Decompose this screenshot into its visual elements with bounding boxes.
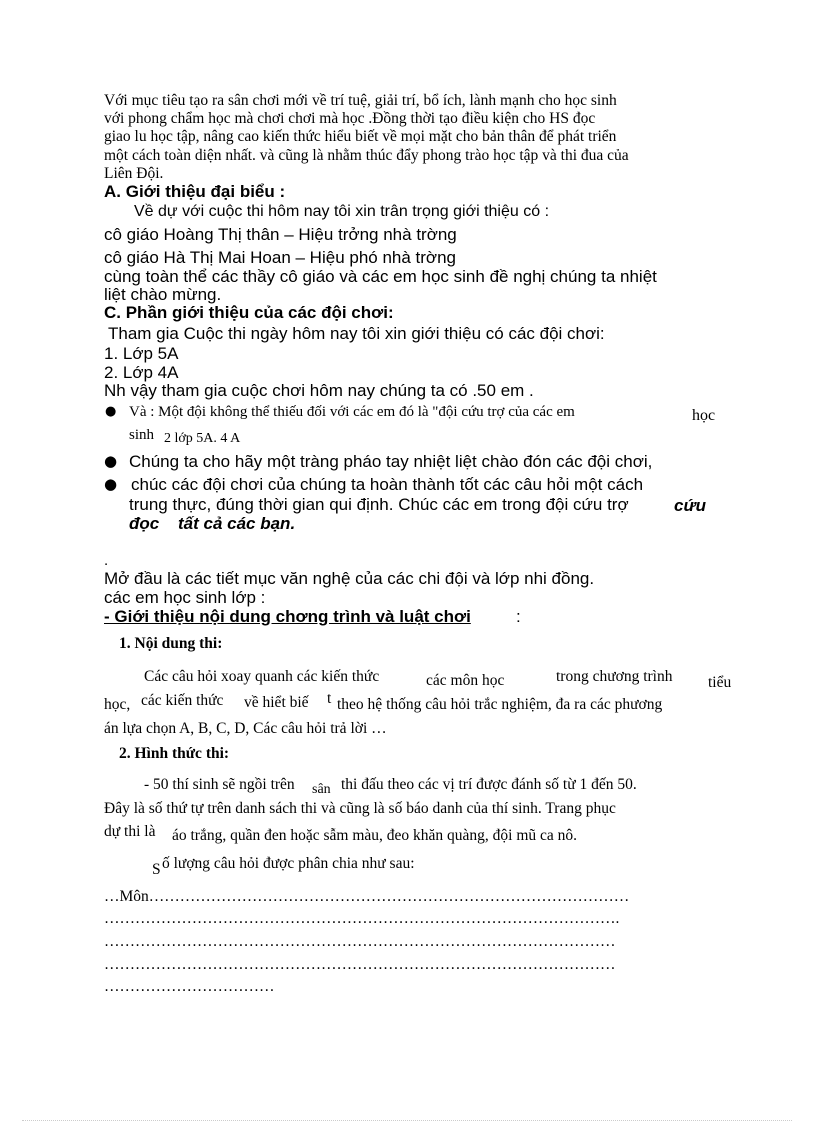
count-s: S: [152, 861, 161, 878]
form-line-3a: dự thi là: [104, 823, 156, 840]
team-item-1: 1. Lớp 5A: [104, 344, 179, 363]
bullet-2-text: Chúng ta cho hãy một tràng pháo tay nhiệt liệt chào đón các đội chơi,: [129, 452, 653, 471]
form-line-1c: thi đấu theo các vị trí được đánh số từ 1 đến 50.: [341, 776, 637, 793]
team-item-2: 2. Lớp 4A: [104, 363, 179, 382]
bullet-3-line-2: trung thực, đúng thời gian qui định. Chúc các em trong đội cứu trợ: [129, 495, 629, 514]
section-a-line-5: liệt chào mừng.: [104, 285, 222, 304]
intro-line-2: với phong chẩm học mà chơi chơi mà học .Đồng thời tạo điều kiện cho HS đọc: [104, 110, 596, 127]
content-line-1c: trong chương trình: [556, 668, 673, 685]
section-a-line-1: Về dự với cuộc thi hôm nay tôi xin trân trọng giới thiệu có :: [134, 203, 550, 220]
intro-line-4: một cách toàn diện nhất. và cũng là nhằm thúc đẩy phong trào học tập và thi đua của: [104, 147, 629, 164]
opening-line-2: các em học sinh lớp :: [104, 588, 266, 607]
content-heading: 1. Nội dung thi:: [119, 635, 223, 652]
content-line-2e: theo hệ thống câu hỏi trắc nghiệm, đa ra các phương: [337, 696, 663, 713]
form-line-1b: sân: [312, 782, 331, 797]
dot-line-4: ………………………………………………………………………………………: [104, 956, 616, 973]
intro-line-1: Với mục tiêu tạo ra sân chơi mới về trí tuệ, giải trí, bổ ích, lành mạnh cho học sinh: [104, 92, 617, 109]
rules-heading: - Giới thiệu nội dung chơng trình và luật chơi: [104, 607, 471, 626]
content-line-2d: t: [327, 690, 332, 707]
dot-line-5: ……………………………: [104, 978, 275, 995]
section-c-heading: C. Phần giới thiệu của các đội chơi:: [104, 303, 394, 322]
dot-line-2: ……………………………………………………………………………………….: [104, 910, 620, 927]
dot-line-3: ………………………………………………………………………………………: [104, 933, 616, 950]
page-bottom-border: [22, 1120, 792, 1121]
bullet-3-line-1: chúc các đội chơi của chúng ta hoàn thành tốt các câu hỏi một cách: [131, 475, 644, 494]
bullet-dot-icon: ●: [105, 404, 117, 419]
section-a-heading: A. Giới thiệu đại biểu :: [104, 182, 286, 201]
intro-line-3: giao lu học tập, nâng cao kiến thức hiểu biết về mọi mặt cho bản thân để phát triển: [104, 128, 617, 145]
bullet-3-emph-2: đọc: [129, 514, 160, 533]
dot-line-1: …Môn…………………………………………………………………………………: [104, 888, 630, 905]
bullet-dot-icon: ●: [104, 475, 118, 493]
bullet-1-line-2a: sinh: [129, 427, 155, 443]
content-line-2a: học,: [104, 696, 131, 713]
bullet-1-line-2b: 2 lớp 5A. 4 A: [164, 431, 241, 446]
content-line-2c: về hiểt biế: [244, 694, 309, 711]
bullet-dot-icon: ●: [104, 452, 118, 470]
rules-heading-colon: :: [516, 607, 521, 626]
bullet-1-word: học: [692, 407, 716, 424]
section-a-line-3: cô giáo Hà Thị Mai Hoan – Hiệu phó nhà trờng: [104, 248, 456, 267]
bullet-1-line-1: Và : Một đội không thể thiếu đối với các em đó là "đội cứu trợ của các em: [129, 404, 575, 420]
form-line-1a: - 50 thí sinh sẽ ngồi trên: [144, 776, 295, 793]
bullet-3-emph-3: tất cả các bạn.: [178, 514, 296, 533]
opening-line-1: Mở đầu là các tiết mục văn nghệ của các chi đội và lớp nhi đồng.: [104, 569, 595, 588]
intro-line-5: Liên Đội.: [104, 165, 164, 182]
content-line-3: án lựa chọn A, B, C, D, Các câu hỏi trả lời …: [104, 720, 387, 737]
form-line-3b: áo trắng, quần đen hoặc sẫm màu, đeo khăn quàng, đội mũ ca nô.: [172, 827, 578, 844]
bullet-3-emph-1: cứu: [674, 496, 706, 515]
content-line-1b: các môn học: [426, 672, 505, 689]
stray-dot: .: [104, 552, 109, 569]
content-line-2b: các kiến thức: [141, 692, 224, 709]
section-a-line-2: cô giáo Hoàng Thị thân – Hiệu trởng nhà trờng: [104, 225, 457, 244]
form-line-2: Đây là số thứ tự trên danh sách thi và cũng là số báo danh của thí sinh. Trang phục: [104, 800, 616, 817]
section-c-line-1: Tham gia Cuộc thi ngày hôm nay tôi xin giới thiệu có các đội chơi:: [108, 324, 605, 343]
section-a-line-4: cùng toàn thể các thầy cô giáo và các em học sinh đề nghị chúng ta nhiệt: [104, 267, 657, 286]
section-c-line-2: Nh vậy tham gia cuộc chơi hôm nay chúng ta có .50 em .: [104, 381, 534, 400]
count-line: ố lượng câu hỏi được phân chia như sau:: [162, 855, 415, 872]
content-line-1a: Các câu hỏi xoay quanh các kiến thức: [144, 668, 380, 685]
form-heading: 2. Hình thức thi:: [119, 745, 230, 762]
content-line-1d: tiểu: [708, 674, 732, 691]
